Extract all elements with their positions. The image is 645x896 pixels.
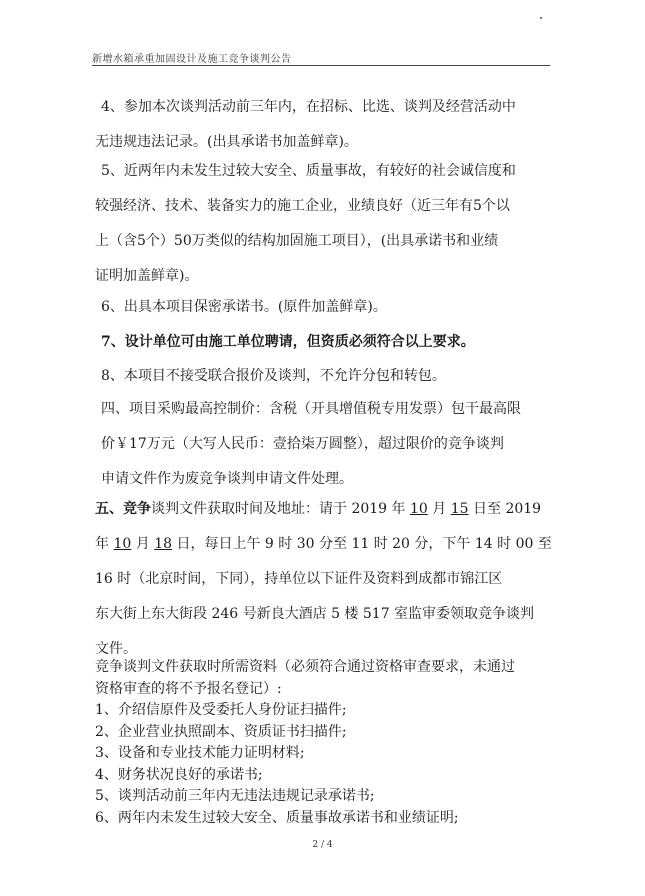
section-5-line-3: 16 时（北京时间，下同），持单位以下证件及资料到成都市锦江区 (95, 571, 503, 587)
materials-item-1: 1、介绍信原件及受委托人身份证扫描件; (95, 702, 347, 718)
clause-4 (95, 90, 555, 160)
section-5-text-c: 日至 2019 (468, 501, 542, 517)
materials-item-6: 6、两年内未发生过较大安全、质量事故承诺书和业绩证明; (95, 809, 459, 826)
end-day: 18 (154, 536, 173, 552)
materials-item-3: 3、设备和专业技术能力证明材料; (95, 745, 305, 761)
clause-4-line-1: 4、参加本次谈判活动前三年内，在招标、比选、谈判及经营活动中 (101, 99, 516, 115)
section-5 (95, 492, 555, 667)
start-month: 10 (409, 501, 428, 517)
clause-6-line: 6、出具本项目保密承诺书。(原件加盖鲜章)。 (101, 299, 387, 315)
end-month: 10 (113, 536, 132, 552)
materials-intro-2: 资格审查的将不予报名登记）: (95, 680, 282, 697)
section-5-text-e: 月 (131, 536, 155, 552)
section-5-text-d: 年 (95, 536, 114, 552)
page-number: 2 / 4 (312, 840, 333, 850)
section-4 (95, 392, 555, 497)
section-5-line-4: 东大街上东大街段 246 号新良大酒店 5 楼 517 室监审委领取竞争谈判 (95, 606, 535, 622)
clause-8 (95, 359, 555, 394)
clause-5-line-3: 上（含5个）50万类似的结构加固施工项目），(出具承诺书和业绩 (95, 233, 499, 249)
clause-5-line-1: 5、近两年内未发生过较大安全、质量事故，有较好的社会诚信度和 (101, 163, 516, 179)
materials-item-2: 2、企业营业执照副本、资质证书扫描件; (95, 723, 347, 740)
section-5-line-5: 文件。 (95, 641, 137, 657)
clause-6 (95, 290, 555, 325)
section-4-line-2: 价￥17万元（大写人民币：壹拾柒万圆整），超过限价的竞争谈判 (101, 436, 504, 452)
scan-speck (540, 17, 542, 19)
materials-intro-1: 竞争谈判文件获取时所需资料（必须符合通过资格审查要求，未通过 (95, 659, 515, 675)
clause-5-line-4: 证明加盖鲜章)。 (95, 268, 199, 284)
section-5-line-2 (95, 527, 555, 562)
document-header: 新增水箱承重加固设计及施工竞争谈判公告 (92, 54, 292, 65)
materials-item-5: 5、谈判活动前三年内无违法违规记录承诺书; (95, 788, 375, 804)
clause-5-line-2: 较强经济、技术、装备实力的施工企业，业绩良好（近三年有5个以 (95, 198, 510, 214)
clause-5 (95, 154, 555, 294)
section-4-line-3: 申请文件作为废竞争谈判申请文件处理。 (101, 471, 353, 487)
header-rule (92, 65, 550, 66)
start-day: 15 (450, 501, 469, 517)
section-4-line-1: 四、项目采购最高控制价：含税（开具增值税专用发票）包干最高限 (101, 401, 521, 417)
clause-4-line-2: 无违规违法记录。(出具承诺书加盖鲜章)。 (95, 134, 358, 150)
section-5-text-f: 日，每日上午 9 时 30 分至 11 时 20 分，下午 14 时 00 至 (172, 536, 552, 552)
clause-7 (95, 325, 555, 360)
clause-7-line: 7、设计单位可由施工单位聘请，但资质必须符合以上要求。 (101, 334, 475, 350)
section-5-text-b: 月 (427, 501, 451, 517)
clause-8-line: 8、本项目不接受联合报价及谈判，不允许分包和转包。 (101, 368, 446, 384)
section-5-title: 五、竞争 (95, 501, 151, 517)
section-5-line-1 (95, 492, 555, 527)
section-5-text-a: 谈判文件获取时间及地址：请于 2019 年 (151, 501, 410, 517)
required-materials (95, 657, 555, 829)
materials-item-4: 4、财务状况良好的承诺书; (95, 766, 263, 783)
